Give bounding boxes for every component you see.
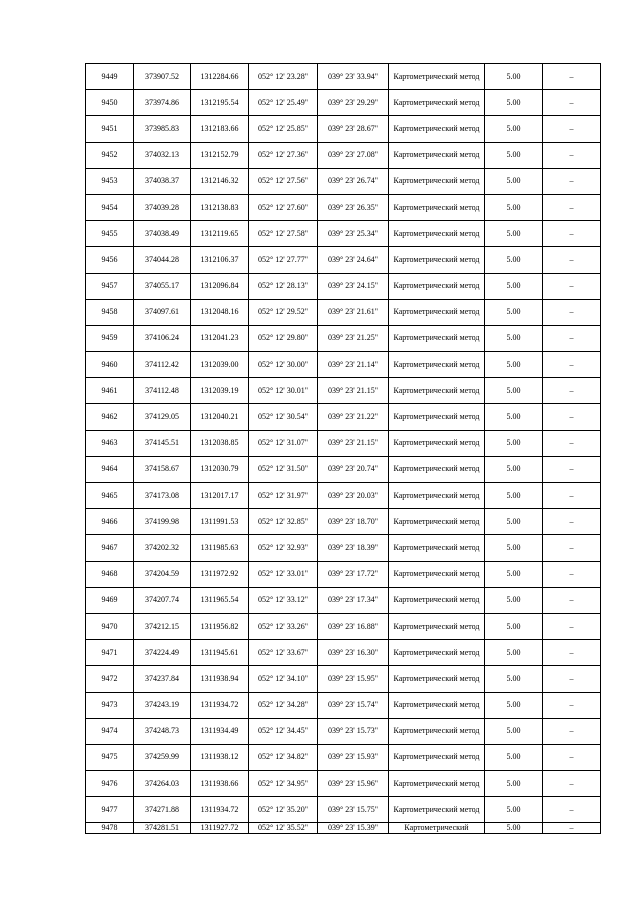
- y-coordinate-cell: 1311945.61: [191, 640, 249, 666]
- table-row: [86, 299, 601, 325]
- method-cell: Картометрический метод: [389, 535, 485, 561]
- longitude-cell: 039° 23' 15.39": [318, 823, 389, 834]
- method-cell: Картометрический метод: [389, 194, 485, 220]
- point-number-cell: 9459: [86, 325, 134, 351]
- accuracy-cell: 5.00: [485, 378, 543, 404]
- table-row: [86, 430, 601, 456]
- latitude-cell: 052° 12' 27.36": [249, 142, 318, 168]
- method-cell: Картометрический метод: [389, 273, 485, 299]
- x-coordinate-cell: 374259.99: [134, 744, 191, 770]
- table-row: [86, 797, 601, 823]
- point-number-cell: 9478: [86, 823, 134, 834]
- point-number-cell: 9473: [86, 692, 134, 718]
- point-number-cell: 9461: [86, 378, 134, 404]
- longitude-cell: 039° 23' 16.30": [318, 640, 389, 666]
- y-coordinate-cell: 1311927.72: [191, 823, 249, 834]
- note-cell: –: [543, 613, 601, 639]
- accuracy-cell: 5.00: [485, 483, 543, 509]
- latitude-cell: 052° 12' 33.26": [249, 613, 318, 639]
- accuracy-cell: 5.00: [485, 509, 543, 535]
- method-cell: Картометрический метод: [389, 221, 485, 247]
- point-number-cell: 9476: [86, 771, 134, 797]
- method-cell: Картометрический метод: [389, 509, 485, 535]
- accuracy-cell: 5.00: [485, 587, 543, 613]
- latitude-cell: 052° 12' 34.82": [249, 744, 318, 770]
- table-row: [86, 640, 601, 666]
- table-row: [86, 718, 601, 744]
- longitude-cell: 039° 23' 15.96": [318, 771, 389, 797]
- longitude-cell: 039° 23' 21.15": [318, 430, 389, 456]
- accuracy-cell: 5.00: [485, 456, 543, 482]
- x-coordinate-cell: 374204.59: [134, 561, 191, 587]
- longitude-cell: 039° 23' 33.94": [318, 64, 389, 90]
- accuracy-cell: 5.00: [485, 744, 543, 770]
- accuracy-cell: 5.00: [485, 404, 543, 430]
- x-coordinate-cell: 374264.03: [134, 771, 191, 797]
- latitude-cell: 052° 12' 33.12": [249, 587, 318, 613]
- method-cell: Картометрический метод: [389, 613, 485, 639]
- y-coordinate-cell: 1312048.16: [191, 299, 249, 325]
- table-row: [86, 325, 601, 351]
- x-coordinate-cell: 374212.15: [134, 613, 191, 639]
- point-number-cell: 9457: [86, 273, 134, 299]
- note-cell: –: [543, 744, 601, 770]
- latitude-cell: 052° 12' 35.52": [249, 823, 318, 834]
- latitude-cell: 052° 12' 27.77": [249, 247, 318, 273]
- y-coordinate-cell: 1311934.72: [191, 797, 249, 823]
- accuracy-cell: 5.00: [485, 640, 543, 666]
- x-coordinate-cell: 373907.52: [134, 64, 191, 90]
- point-number-cell: 9454: [86, 194, 134, 220]
- point-number-cell: 9469: [86, 587, 134, 613]
- y-coordinate-cell: 1312017.17: [191, 483, 249, 509]
- table-row: [86, 561, 601, 587]
- latitude-cell: 052° 12' 34.45": [249, 718, 318, 744]
- y-coordinate-cell: 1312183.66: [191, 116, 249, 142]
- method-cell: Картометрический метод: [389, 640, 485, 666]
- note-cell: –: [543, 561, 601, 587]
- method-cell: Картометрический метод: [389, 247, 485, 273]
- method-cell: Картометрический метод: [389, 666, 485, 692]
- point-number-cell: 9467: [86, 535, 134, 561]
- x-coordinate-cell: 374038.49: [134, 221, 191, 247]
- latitude-cell: 052° 12' 30.01": [249, 378, 318, 404]
- point-number-cell: 9462: [86, 404, 134, 430]
- table-row: [86, 823, 601, 834]
- y-coordinate-cell: 1311934.72: [191, 692, 249, 718]
- accuracy-cell: 5.00: [485, 718, 543, 744]
- x-coordinate-cell: 374097.61: [134, 299, 191, 325]
- note-cell: –: [543, 64, 601, 90]
- table-row: [86, 142, 601, 168]
- latitude-cell: 052° 12' 28.13": [249, 273, 318, 299]
- y-coordinate-cell: 1312119.65: [191, 221, 249, 247]
- longitude-cell: 039° 23' 21.22": [318, 404, 389, 430]
- accuracy-cell: 5.00: [485, 273, 543, 299]
- coordinates-table: [85, 63, 601, 834]
- latitude-cell: 052° 12' 32.85": [249, 509, 318, 535]
- table-row: [86, 509, 601, 535]
- x-coordinate-cell: 374243.19: [134, 692, 191, 718]
- table-row: [86, 744, 601, 770]
- longitude-cell: 039° 23' 17.34": [318, 587, 389, 613]
- table-row: [86, 378, 601, 404]
- method-cell: Картометрический метод: [389, 456, 485, 482]
- point-number-cell: 9451: [86, 116, 134, 142]
- latitude-cell: 052° 12' 29.52": [249, 299, 318, 325]
- y-coordinate-cell: 1311965.54: [191, 587, 249, 613]
- point-number-cell: 9466: [86, 509, 134, 535]
- longitude-cell: 039° 23' 15.74": [318, 692, 389, 718]
- latitude-cell: 052° 12' 23.28": [249, 64, 318, 90]
- x-coordinate-cell: 374281.51: [134, 823, 191, 834]
- table-row: [86, 535, 601, 561]
- longitude-cell: 039° 23' 18.39": [318, 535, 389, 561]
- y-coordinate-cell: 1311991.53: [191, 509, 249, 535]
- note-cell: –: [543, 168, 601, 194]
- method-cell: Картометрический метод: [389, 692, 485, 718]
- method-cell: Картометрический метод: [389, 142, 485, 168]
- method-cell: Картометрический метод: [389, 744, 485, 770]
- x-coordinate-cell: 374202.32: [134, 535, 191, 561]
- coordinates-table-body: [86, 64, 601, 834]
- method-cell: Картометрический метод: [389, 64, 485, 90]
- y-coordinate-cell: 1312284.66: [191, 64, 249, 90]
- x-coordinate-cell: 374158.67: [134, 456, 191, 482]
- table-row: [86, 666, 601, 692]
- latitude-cell: 052° 12' 25.85": [249, 116, 318, 142]
- y-coordinate-cell: 1312195.54: [191, 90, 249, 116]
- method-cell: Картометрический метод: [389, 430, 485, 456]
- x-coordinate-cell: 373985.83: [134, 116, 191, 142]
- method-cell: Картометрический метод: [389, 771, 485, 797]
- x-coordinate-cell: 374271.88: [134, 797, 191, 823]
- x-coordinate-cell: 374044.28: [134, 247, 191, 273]
- table-row: [86, 247, 601, 273]
- x-coordinate-cell: 374039.28: [134, 194, 191, 220]
- longitude-cell: 039° 23' 24.15": [318, 273, 389, 299]
- accuracy-cell: 5.00: [485, 613, 543, 639]
- note-cell: –: [543, 221, 601, 247]
- longitude-cell: 039° 23' 15.73": [318, 718, 389, 744]
- y-coordinate-cell: 1312096.84: [191, 273, 249, 299]
- latitude-cell: 052° 12' 30.00": [249, 352, 318, 378]
- note-cell: –: [543, 378, 601, 404]
- note-cell: –: [543, 247, 601, 273]
- table-row: [86, 116, 601, 142]
- point-number-cell: 9458: [86, 299, 134, 325]
- y-coordinate-cell: 1312106.37: [191, 247, 249, 273]
- method-cell: Картометрический метод: [389, 299, 485, 325]
- latitude-cell: 052° 12' 32.93": [249, 535, 318, 561]
- point-number-cell: 9472: [86, 666, 134, 692]
- longitude-cell: 039° 23' 26.74": [318, 168, 389, 194]
- accuracy-cell: 5.00: [485, 823, 543, 834]
- note-cell: –: [543, 823, 601, 834]
- latitude-cell: 052° 12' 27.58": [249, 221, 318, 247]
- x-coordinate-cell: 374199.98: [134, 509, 191, 535]
- x-coordinate-cell: 374224.49: [134, 640, 191, 666]
- x-coordinate-cell: 374237.84: [134, 666, 191, 692]
- y-coordinate-cell: 1312146.32: [191, 168, 249, 194]
- latitude-cell: 052° 12' 33.01": [249, 561, 318, 587]
- longitude-cell: 039° 23' 15.75": [318, 797, 389, 823]
- accuracy-cell: 5.00: [485, 90, 543, 116]
- point-number-cell: 9450: [86, 90, 134, 116]
- note-cell: –: [543, 430, 601, 456]
- longitude-cell: 039° 23' 21.25": [318, 325, 389, 351]
- note-cell: –: [543, 116, 601, 142]
- accuracy-cell: 5.00: [485, 194, 543, 220]
- accuracy-cell: 5.00: [485, 797, 543, 823]
- x-coordinate-cell: 374032.13: [134, 142, 191, 168]
- method-cell: Картометрический метод: [389, 561, 485, 587]
- table-row: [86, 456, 601, 482]
- method-cell: Картометрический метод: [389, 718, 485, 744]
- latitude-cell: 052° 12' 27.56": [249, 168, 318, 194]
- accuracy-cell: 5.00: [485, 692, 543, 718]
- x-coordinate-cell: 373974.86: [134, 90, 191, 116]
- note-cell: –: [543, 718, 601, 744]
- table-row: [86, 352, 601, 378]
- accuracy-cell: 5.00: [485, 666, 543, 692]
- accuracy-cell: 5.00: [485, 221, 543, 247]
- table-row: [86, 194, 601, 220]
- method-cell: Картометрический метод: [389, 116, 485, 142]
- point-number-cell: 9453: [86, 168, 134, 194]
- longitude-cell: 039° 23' 15.93": [318, 744, 389, 770]
- latitude-cell: 052° 12' 31.50": [249, 456, 318, 482]
- method-cell: Картометрический метод: [389, 378, 485, 404]
- table-row: [86, 273, 601, 299]
- x-coordinate-cell: 374112.42: [134, 352, 191, 378]
- x-coordinate-cell: 374112.48: [134, 378, 191, 404]
- note-cell: –: [543, 90, 601, 116]
- longitude-cell: 039° 23' 15.95": [318, 666, 389, 692]
- note-cell: –: [543, 194, 601, 220]
- accuracy-cell: 5.00: [485, 352, 543, 378]
- point-number-cell: 9465: [86, 483, 134, 509]
- longitude-cell: 039° 23' 21.61": [318, 299, 389, 325]
- x-coordinate-cell: 374129.05: [134, 404, 191, 430]
- point-number-cell: 9449: [86, 64, 134, 90]
- longitude-cell: 039° 23' 21.15": [318, 378, 389, 404]
- y-coordinate-cell: 1311956.82: [191, 613, 249, 639]
- method-cell: Картометрический метод: [389, 404, 485, 430]
- accuracy-cell: 5.00: [485, 116, 543, 142]
- y-coordinate-cell: 1312039.19: [191, 378, 249, 404]
- coordinates-table-page: [85, 63, 600, 838]
- point-number-cell: 9455: [86, 221, 134, 247]
- y-coordinate-cell: 1311938.66: [191, 771, 249, 797]
- note-cell: –: [543, 509, 601, 535]
- longitude-cell: 039° 23' 21.14": [318, 352, 389, 378]
- point-number-cell: 9470: [86, 613, 134, 639]
- y-coordinate-cell: 1311938.94: [191, 666, 249, 692]
- point-number-cell: 9477: [86, 797, 134, 823]
- accuracy-cell: 5.00: [485, 561, 543, 587]
- latitude-cell: 052° 12' 34.28": [249, 692, 318, 718]
- note-cell: –: [543, 142, 601, 168]
- y-coordinate-cell: 1311985.63: [191, 535, 249, 561]
- note-cell: –: [543, 771, 601, 797]
- accuracy-cell: 5.00: [485, 299, 543, 325]
- note-cell: –: [543, 299, 601, 325]
- note-cell: –: [543, 404, 601, 430]
- x-coordinate-cell: 374248.73: [134, 718, 191, 744]
- table-row: [86, 692, 601, 718]
- accuracy-cell: 5.00: [485, 771, 543, 797]
- latitude-cell: 052° 12' 34.95": [249, 771, 318, 797]
- accuracy-cell: 5.00: [485, 247, 543, 273]
- note-cell: –: [543, 640, 601, 666]
- latitude-cell: 052° 12' 35.20": [249, 797, 318, 823]
- note-cell: –: [543, 666, 601, 692]
- point-number-cell: 9452: [86, 142, 134, 168]
- note-cell: –: [543, 325, 601, 351]
- longitude-cell: 039° 23' 28.67": [318, 116, 389, 142]
- method-cell: Картометрический метод: [389, 797, 485, 823]
- table-row: [86, 587, 601, 613]
- latitude-cell: 052° 12' 29.80": [249, 325, 318, 351]
- table-row: [86, 168, 601, 194]
- table-row: [86, 404, 601, 430]
- point-number-cell: 9471: [86, 640, 134, 666]
- y-coordinate-cell: 1312138.83: [191, 194, 249, 220]
- longitude-cell: 039° 23' 26.35": [318, 194, 389, 220]
- latitude-cell: 052° 12' 31.97": [249, 483, 318, 509]
- point-number-cell: 9463: [86, 430, 134, 456]
- accuracy-cell: 5.00: [485, 168, 543, 194]
- x-coordinate-cell: 374145.51: [134, 430, 191, 456]
- table-row: [86, 613, 601, 639]
- latitude-cell: 052° 12' 31.07": [249, 430, 318, 456]
- y-coordinate-cell: 1311972.92: [191, 561, 249, 587]
- note-cell: –: [543, 535, 601, 561]
- point-number-cell: 9468: [86, 561, 134, 587]
- table-row: [86, 771, 601, 797]
- point-number-cell: 9475: [86, 744, 134, 770]
- latitude-cell: 052° 12' 30.54": [249, 404, 318, 430]
- note-cell: –: [543, 352, 601, 378]
- method-cell: Картометрический метод: [389, 325, 485, 351]
- y-coordinate-cell: 1312039.00: [191, 352, 249, 378]
- longitude-cell: 039° 23' 25.34": [318, 221, 389, 247]
- x-coordinate-cell: 374207.74: [134, 587, 191, 613]
- longitude-cell: 039° 23' 27.08": [318, 142, 389, 168]
- latitude-cell: 052° 12' 25.49": [249, 90, 318, 116]
- method-cell: Картометрический метод: [389, 483, 485, 509]
- table-row: [86, 64, 601, 90]
- point-number-cell: 9456: [86, 247, 134, 273]
- longitude-cell: 039° 23' 16.88": [318, 613, 389, 639]
- x-coordinate-cell: 374173.08: [134, 483, 191, 509]
- longitude-cell: 039° 23' 20.03": [318, 483, 389, 509]
- y-coordinate-cell: 1312040.21: [191, 404, 249, 430]
- method-cell: Картометрический: [389, 823, 485, 834]
- accuracy-cell: 5.00: [485, 430, 543, 456]
- x-coordinate-cell: 374038.37: [134, 168, 191, 194]
- y-coordinate-cell: 1312038.85: [191, 430, 249, 456]
- latitude-cell: 052° 12' 27.60": [249, 194, 318, 220]
- y-coordinate-cell: 1312030.79: [191, 456, 249, 482]
- note-cell: –: [543, 456, 601, 482]
- latitude-cell: 052° 12' 33.67": [249, 640, 318, 666]
- accuracy-cell: 5.00: [485, 325, 543, 351]
- note-cell: –: [543, 483, 601, 509]
- latitude-cell: 052° 12' 34.10": [249, 666, 318, 692]
- table-row: [86, 483, 601, 509]
- y-coordinate-cell: 1312152.79: [191, 142, 249, 168]
- point-number-cell: 9474: [86, 718, 134, 744]
- note-cell: –: [543, 273, 601, 299]
- method-cell: Картометрический метод: [389, 90, 485, 116]
- longitude-cell: 039° 23' 29.29": [318, 90, 389, 116]
- y-coordinate-cell: 1311934.49: [191, 718, 249, 744]
- y-coordinate-cell: 1312041.23: [191, 325, 249, 351]
- accuracy-cell: 5.00: [485, 64, 543, 90]
- table-row: [86, 90, 601, 116]
- x-coordinate-cell: 374055.17: [134, 273, 191, 299]
- y-coordinate-cell: 1311938.12: [191, 744, 249, 770]
- method-cell: Картометрический метод: [389, 168, 485, 194]
- longitude-cell: 039° 23' 24.64": [318, 247, 389, 273]
- longitude-cell: 039° 23' 18.70": [318, 509, 389, 535]
- point-number-cell: 9464: [86, 456, 134, 482]
- accuracy-cell: 5.00: [485, 535, 543, 561]
- table-row: [86, 221, 601, 247]
- note-cell: –: [543, 692, 601, 718]
- longitude-cell: 039° 23' 20.74": [318, 456, 389, 482]
- note-cell: –: [543, 587, 601, 613]
- x-coordinate-cell: 374106.24: [134, 325, 191, 351]
- method-cell: Картометрический метод: [389, 352, 485, 378]
- longitude-cell: 039° 23' 17.72": [318, 561, 389, 587]
- note-cell: –: [543, 797, 601, 823]
- accuracy-cell: 5.00: [485, 142, 543, 168]
- point-number-cell: 9460: [86, 352, 134, 378]
- method-cell: Картометрический метод: [389, 587, 485, 613]
